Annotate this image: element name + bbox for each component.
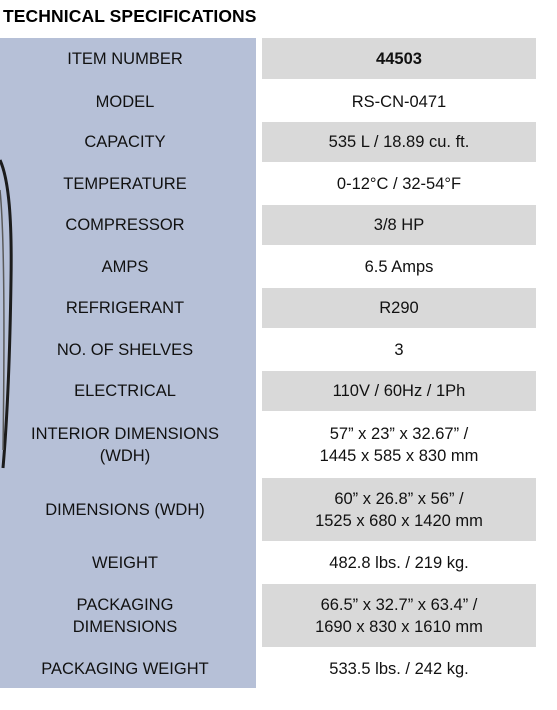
spec-label: COMPRESSOR: [65, 216, 185, 234]
spec-value: 44503: [262, 38, 536, 79]
spec-value: [262, 584, 536, 647]
spec-value-line: 57” x 23” x 32.67” /: [329, 424, 469, 443]
spec-label: DIMENSIONS (WDH): [45, 500, 205, 519]
spec-label: NO. OF SHELVES: [56, 341, 194, 359]
spec-label-line: INTERIOR DIMENSIONS: [31, 424, 219, 443]
spec-value-line: 1445 x 585 x 830 mm: [319, 446, 479, 465]
spec-row-amps: [0, 247, 557, 287]
spec-value: 535 L / 18.89 cu. ft.: [262, 122, 536, 162]
spec-label: TEMPERATURE: [63, 175, 187, 193]
spec-label: AMPS: [101, 258, 149, 276]
spec-value: [262, 478, 536, 541]
spec-value: 110V / 60Hz / 1Ph: [262, 371, 536, 411]
spec-value: [262, 413, 536, 476]
spec-value: RS-CN-0471: [351, 92, 447, 111]
spec-value-line: 60” x 26.8” x 56” /: [334, 489, 464, 508]
spec-row-packaging-weight: [0, 649, 557, 689]
spec-value: 6.5 Amps: [364, 258, 434, 276]
spec-value-line: 1690 x 830 x 1610 mm: [315, 617, 483, 636]
spec-value: 533.5 lbs. / 242 kg.: [329, 660, 469, 678]
spec-label: PACKAGING WEIGHT: [41, 660, 209, 678]
spec-row-model: [0, 81, 557, 122]
spec-value-line: 66.5” x 32.7” x 63.4” /: [320, 595, 478, 614]
spec-value: 3/8 HP: [262, 205, 536, 245]
spec-label: MODEL: [95, 92, 155, 111]
spec-value: R290: [262, 288, 536, 328]
spec-row-interior-dimensions: [0, 413, 557, 476]
spec-label-line: (WDH): [99, 446, 151, 465]
spec-label: ELECTRICAL: [74, 382, 176, 400]
spec-row-electrical: [0, 371, 557, 411]
spec-label: REFRIGERANT: [65, 299, 185, 317]
spec-label-line: PACKAGING: [76, 595, 174, 614]
spec-value: 482.8 lbs. / 219 kg.: [329, 554, 469, 572]
spec-row-shelves: [0, 330, 557, 370]
spec-row-compressor: [0, 205, 557, 245]
spec-row-temperature: [0, 164, 557, 204]
spec-label: ITEM NUMBER: [67, 49, 183, 68]
spec-row-packaging-dimensions: [0, 584, 557, 647]
spec-row-refrigerant: [0, 288, 557, 328]
spec-value: 3: [394, 341, 404, 359]
spec-label: WEIGHT: [92, 554, 158, 572]
spec-label: CAPACITY: [84, 133, 166, 151]
spec-value-line: 1525 x 680 x 1420 mm: [315, 511, 483, 530]
spec-label: [0, 584, 250, 647]
spec-row-dimensions: [0, 478, 557, 541]
spec-row-weight: [0, 543, 557, 583]
page-title: TECHNICAL SPECIFICATIONS: [3, 6, 257, 26]
spec-value: 0-12°C / 32-54°F: [336, 175, 462, 193]
spec-row-item-number: [0, 38, 557, 79]
spec-label-line: DIMENSIONS: [72, 617, 178, 636]
spec-row-capacity: [0, 122, 557, 162]
spec-label: [0, 413, 250, 476]
